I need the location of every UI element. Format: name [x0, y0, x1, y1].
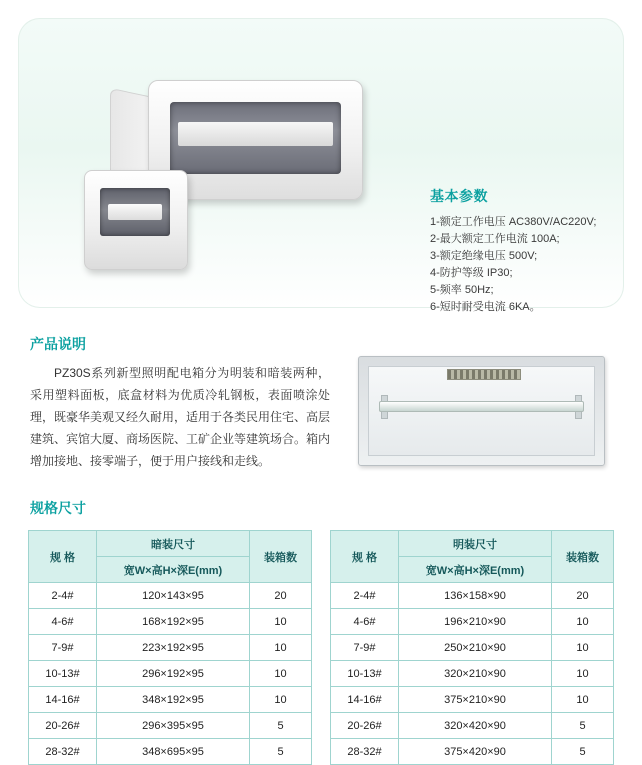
cell-spec: 2-4#: [29, 583, 97, 609]
cell-qty: 20: [552, 583, 614, 609]
table-row: [29, 687, 312, 713]
din-rail: [379, 401, 584, 412]
cell-qty: 5: [552, 713, 614, 739]
hero-panel: [18, 18, 624, 313]
cell-dim: 320×210×90: [398, 661, 551, 687]
cell-dim: 196×210×90: [398, 609, 551, 635]
cell-spec: 2-4#: [331, 583, 399, 609]
product-image-small: [84, 170, 188, 270]
cell-qty: 10: [552, 635, 614, 661]
cell-qty: 5: [250, 713, 312, 739]
parameter-item: 2-最大额定工作电流 100A;: [430, 233, 560, 245]
description-body: PZ30S系列新型照明配电箱分为明装和暗装两种，采用塑料面板，底盒材料为优质冷轧钢板，表面喷涂处理，既豪华美观又经久耐用，适用于各类民用住宅、高层建筑、宾馆大厦、商场医院、工矿企业等建筑场合。箱内增加接地、接零端子，便于用户接线和走线。: [30, 366, 331, 468]
table-flush-mount: [28, 530, 312, 765]
terminal-strip: [447, 369, 521, 380]
parameter-item: 3-额定绝缘电压 500V;: [430, 250, 538, 262]
table-row: [331, 635, 614, 661]
header-group: 暗装尺寸: [96, 531, 249, 557]
cell-dim: 250×210×90: [398, 635, 551, 661]
cell-spec: 14-16#: [29, 687, 97, 713]
table-row: [29, 713, 312, 739]
cell-spec: 28-32#: [331, 739, 399, 765]
header-dimension: 宽W×高H×深E(mm): [96, 557, 249, 583]
cell-spec: 10-13#: [331, 661, 399, 687]
cell-spec: 4-6#: [29, 609, 97, 635]
specs-table-surface: [330, 530, 614, 765]
cell-spec: 20-26#: [29, 713, 97, 739]
cell-dim: 296×192×95: [96, 661, 249, 687]
table-row: [29, 635, 312, 661]
header-spec: 规 格: [331, 531, 399, 583]
cell-dim: 348×192×95: [96, 687, 249, 713]
cell-dim: 375×210×90: [398, 687, 551, 713]
cell-qty: 10: [250, 609, 312, 635]
cell-dim: 348×695×95: [96, 739, 249, 765]
cell-dim: 168×192×95: [96, 609, 249, 635]
parameter-item: 5-频率 50Hz;: [430, 284, 494, 296]
cell-qty: 5: [552, 739, 614, 765]
table-surface-mount: [330, 530, 614, 765]
header-qty: 装箱数: [250, 531, 312, 583]
cell-dim: 223×192×95: [96, 635, 249, 661]
section-title-specs: 规格尺寸: [30, 500, 86, 516]
cell-qty: 20: [250, 583, 312, 609]
table-header-row: [29, 531, 312, 557]
table-row: [331, 687, 614, 713]
cell-qty: 10: [250, 687, 312, 713]
table-row: [331, 739, 614, 765]
header-qty: 装箱数: [552, 531, 614, 583]
table-row: [29, 661, 312, 687]
header-group: 明装尺寸: [398, 531, 551, 557]
table-row: [331, 661, 614, 687]
table-header-row: [331, 531, 614, 557]
cell-spec: 7-9#: [29, 635, 97, 661]
header-spec: 规 格: [29, 531, 97, 583]
table-row: [29, 739, 312, 765]
cell-qty: 10: [250, 635, 312, 661]
cell-dim: 375×420×90: [398, 739, 551, 765]
cell-spec: 10-13#: [29, 661, 97, 687]
cell-spec: 14-16#: [331, 687, 399, 713]
cell-dim: 296×395×95: [96, 713, 249, 739]
table-row: [331, 609, 614, 635]
header-dimension: 宽W×高H×深E(mm): [398, 557, 551, 583]
cell-spec: 20-26#: [331, 713, 399, 739]
table-row: [331, 583, 614, 609]
table-row: [29, 583, 312, 609]
specs-table-flush: [28, 530, 312, 765]
cell-dim: 320×420×90: [398, 713, 551, 739]
cell-qty: 5: [250, 739, 312, 765]
cell-qty: 10: [552, 687, 614, 713]
cell-spec: 4-6#: [331, 609, 399, 635]
cell-dim: 120×143×95: [96, 583, 249, 609]
interior-photo: [358, 356, 605, 466]
cell-spec: 28-32#: [29, 739, 97, 765]
table-row: [331, 713, 614, 739]
parameter-item: 6-短时耐受电流 6KA。: [430, 301, 541, 313]
cell-spec: 7-9#: [331, 635, 399, 661]
basic-parameters: [430, 186, 626, 316]
cell-dim: 136×158×90: [398, 583, 551, 609]
basic-parameters-list: [430, 214, 626, 316]
cell-qty: 10: [552, 609, 614, 635]
basic-parameters-title: 基本参数: [430, 188, 488, 204]
table-row: [29, 609, 312, 635]
product-breaker-slot-small: [108, 204, 162, 220]
parameter-item: 4-防护等级 IP30;: [430, 267, 513, 279]
product-breaker-slot: [178, 122, 333, 146]
parameter-item: 1-额定工作电压 AC380V/AC220V;: [430, 216, 597, 228]
cell-qty: 10: [552, 661, 614, 687]
section-title-description: 产品说明: [30, 336, 86, 352]
cell-qty: 10: [250, 661, 312, 687]
